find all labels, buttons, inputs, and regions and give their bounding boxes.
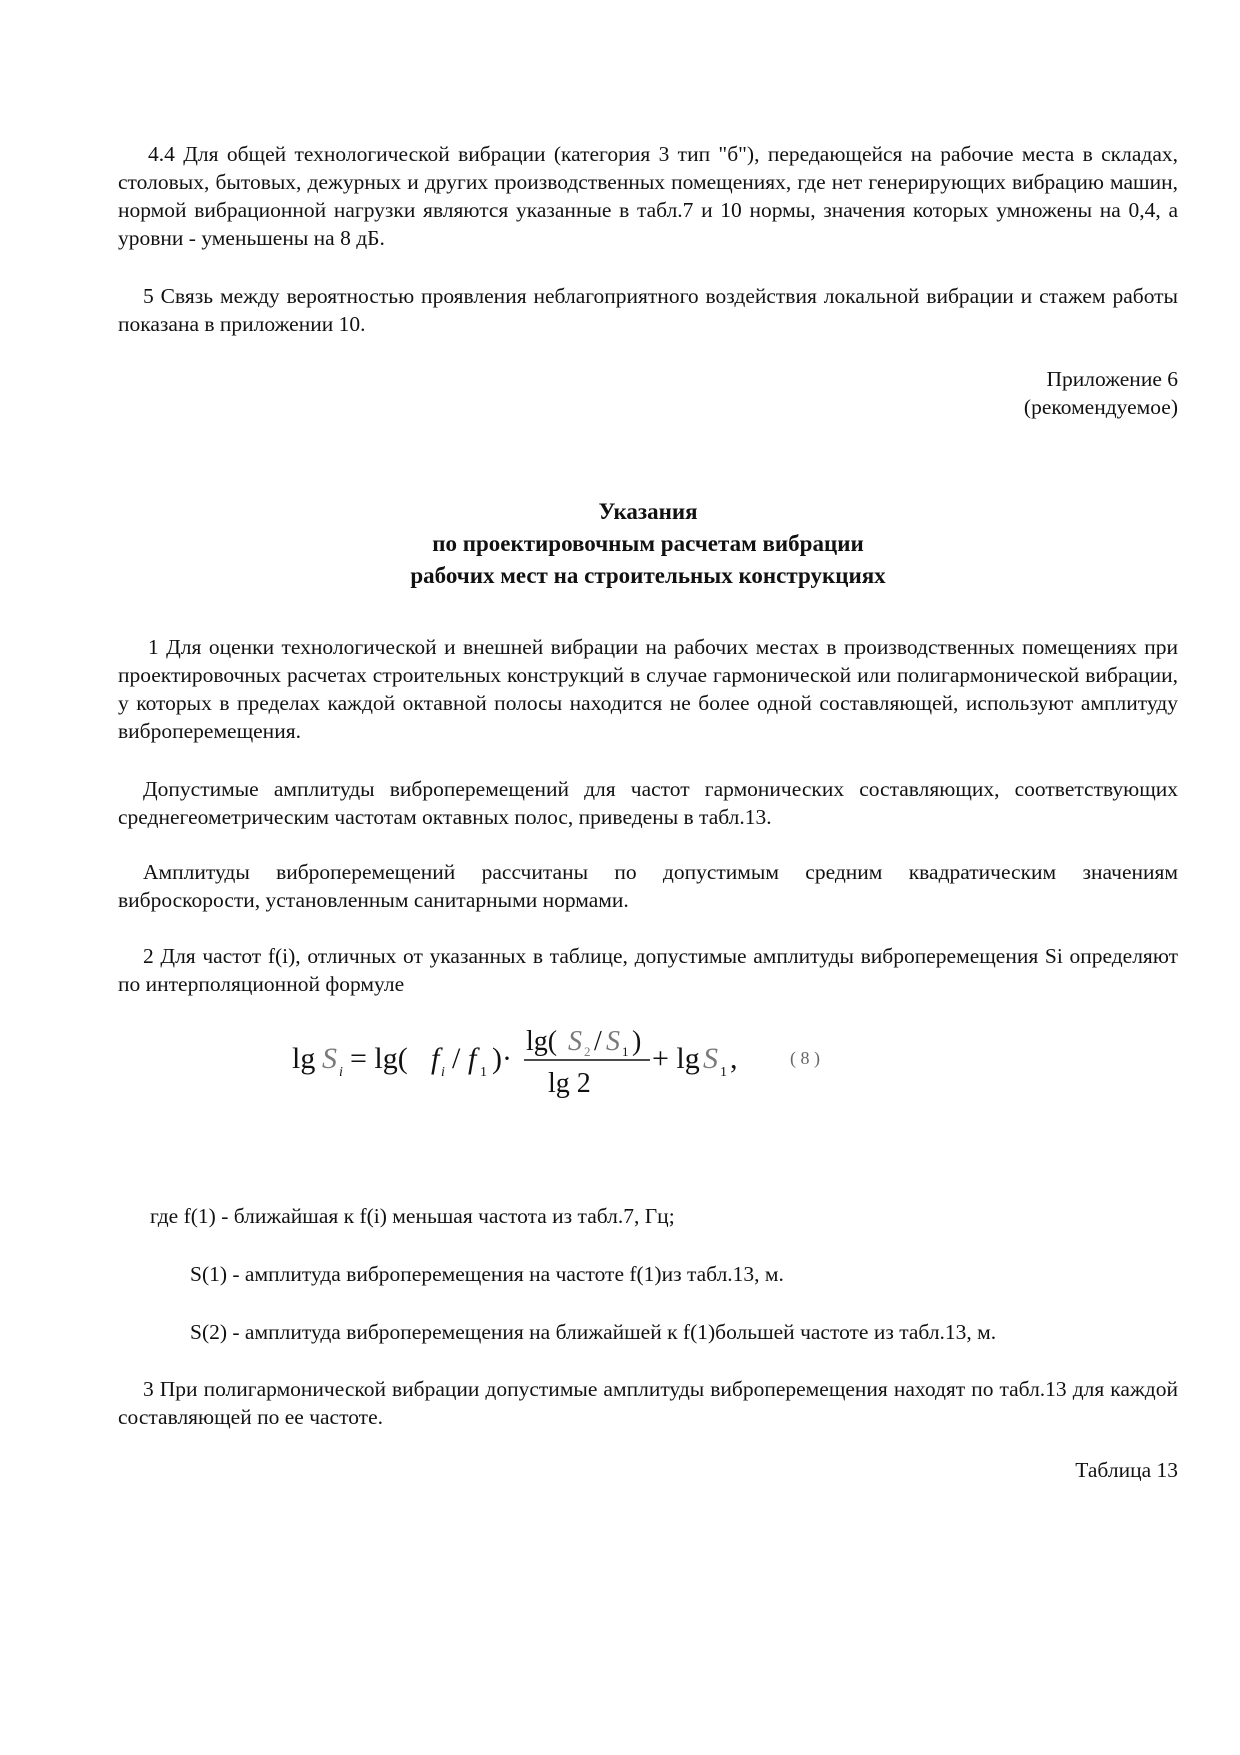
formula-close-dot: )· — [492, 1042, 512, 1075]
formula-sub-1: 1 — [480, 1065, 487, 1080]
appendix-label: Приложение 6 — [1046, 367, 1178, 391]
formula-numerator-close: ) — [632, 1026, 642, 1057]
paragraph-allowed-amplitudes: Допустимые амплитуды виброперемещений для частот гармонических составляющих, соответствующих среднегеометрическим частотам октавных полос, приведены в табл.13. — [118, 777, 1178, 829]
definition-f1: где f(1) - ближайшая к f(i) меньшая частота из табл.7, Гц; — [150, 1204, 675, 1228]
paragraph-2: 2 Для частот f(i), отличных от указанных в таблице, допустимые амплитуды виброперемещения Si определяют по интерполяционной формуле — [118, 944, 1178, 996]
paragraph-4-4: 4.4 Для общей технологической вибрации (категория 3 тип "б"), передающейся на рабочие места в складах, столовых, бытовых, дежурных и других производственных помещениях, где нет генерирующих вибрацию машин, нормой вибрационной нагрузки являются указанные в табл.7 и 10 нормы, значения которых умножены на 0,4, а уровни - уменьшены на 8 дБ. — [118, 142, 1178, 250]
formula-numerator-sub-2: 2 — [584, 1044, 591, 1059]
section-title-line-3: рабочих мест на строительных конструкциях — [410, 563, 886, 588]
formula-numerator-lg: lg( — [526, 1026, 558, 1057]
interpolation-formula — [290, 1020, 850, 1130]
definition-s1: S(1) - амплитуда виброперемещения на частоте f(1)из табл.13, м. — [190, 1262, 784, 1286]
formula-eq-lg: = lg( — [350, 1042, 408, 1075]
formula-f-1: f — [468, 1042, 477, 1075]
formula-numerator-sub-1: 1 — [622, 1044, 629, 1059]
formula-plus-lg: + lg — [652, 1042, 700, 1075]
paragraph-1: 1 Для оценки технологической и внешней вибрации на рабочих местах в производственных помещениях при проектировочных расчетах строительных конструкций в случае гармонической или полигармонической вибрации, у которых в пределах каждой октавной полосы находится не более одной составляющей, используют амплитуду виброперемещения. — [118, 635, 1178, 743]
formula-lg: lg — [292, 1042, 316, 1075]
formula-slash: / — [452, 1042, 461, 1075]
section-title-line-2: по проектировочным расчетам вибрации — [432, 531, 864, 556]
formula-s: S — [322, 1042, 337, 1075]
paragraph-3: 3 При полигармонической вибрации допустимые амплитуды виброперемещения находят по табл.13 для каждой составляющей по ее частоте. — [118, 1377, 1178, 1429]
formula-denominator: lg 2 — [548, 1068, 591, 1099]
paragraph-5: 5 Связь между вероятностью проявления неблагоприятного воздействия локальной вибрации и стажем работы показана в приложении 10. — [118, 284, 1178, 336]
formula-s-1: S — [703, 1042, 718, 1075]
definition-s2: S(2) - амплитуда виброперемещения на ближайшей к f(1)большей частоте из табл.13, м. — [190, 1320, 997, 1344]
formula-sub-i-2: i — [441, 1065, 445, 1080]
formula-sub-1-last: 1 — [720, 1065, 727, 1080]
formula-numerator-s2: S — [568, 1026, 582, 1057]
formula-numerator-s1: S — [606, 1026, 620, 1057]
paragraph-amplitudes-calculated: Амплитуды виброперемещений рассчитаны по допустимым средним квадратическим значениям виброскорости, установленным санитарными нормами. — [118, 860, 1178, 912]
formula-number: ( 8 ) — [790, 1048, 820, 1068]
table-label: Таблица 13 — [1075, 1458, 1178, 1482]
appendix-note: (рекомендуемое) — [1023, 395, 1178, 419]
formula-comma: , — [730, 1042, 738, 1075]
formula-sub-i: i — [339, 1065, 343, 1080]
section-title-line-1: Указания — [598, 499, 698, 524]
formula-f: f — [431, 1042, 440, 1075]
formula-numerator-slash: / — [594, 1026, 602, 1057]
